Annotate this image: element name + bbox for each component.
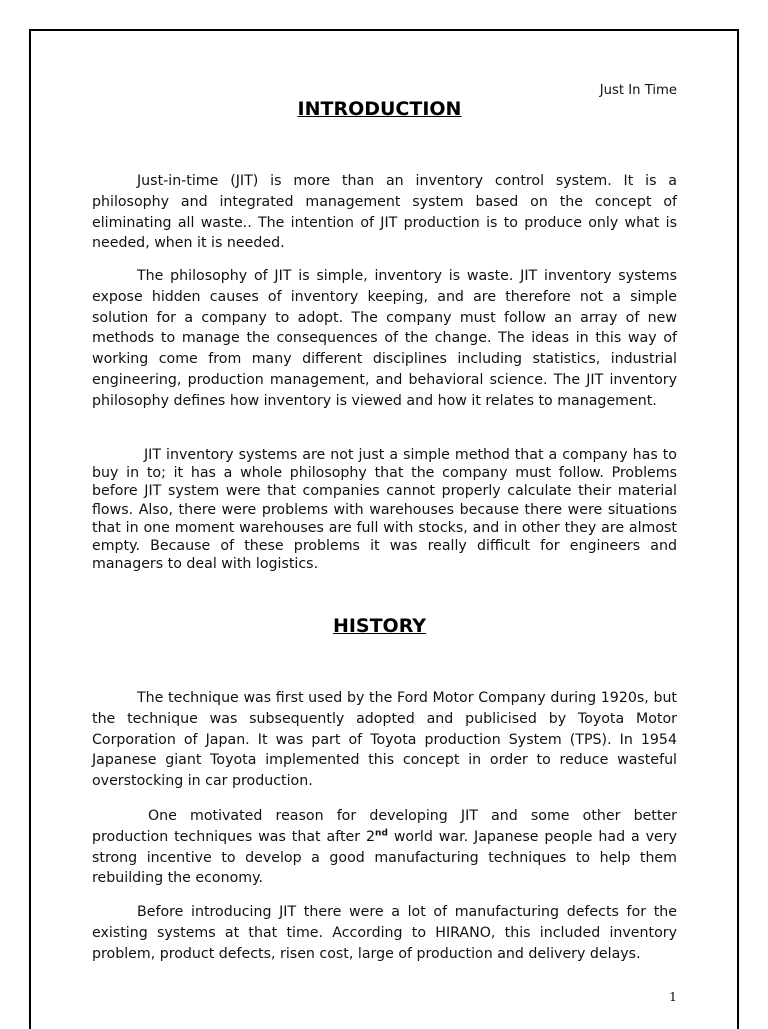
- history-paragraph-2-end: world war. Japanese people had a very strong incentive to develop a good manufacturing techniques to help them rebuilding the economy.: [92, 828, 677, 887]
- history-paragraph-3: Before introducing JIT there were a lot of manufacturing defects for the existing systems at that time. According to HIRANO, this included inventory problem, product defects, risen cost, large of production and delivery delays.: [92, 904, 677, 962]
- history-paragraph-1: The technique was first used by the Ford Motor Company during 1920s, but the technique was subsequently adopted and publicised by Toyota Motor Corporation of Japan. It was part of Toyota production System (TPS). In 1954 Japanese giant Toyota implemented this concept in order to reduce wasteful overstocking in car production.: [92, 690, 677, 790]
- page-number: 1: [669, 989, 677, 1004]
- history-paragraph-2-start: One motivated reason for developing JIT and some other better production techniques was that after 2: [92, 808, 677, 845]
- intro-paragraph-3: JIT inventory systems are not just a simple method that a company has to buy in to; it has a whole philosophy that the company must follow. Problems before JIT system were that companies cannot properly calculate their material flows. Also, there were problems with warehouses because there were situations that in one moment warehouses are full with stocks, and in other they are almost empty. Because of these problems it was really difficult for engineers and managers to deal with logistics.: [92, 447, 677, 573]
- history-heading: HISTORY: [332, 615, 427, 637]
- history-paragraph-2: [92, 806, 677, 889]
- ordinal-superscript: nd: [375, 828, 388, 839]
- intro-paragraph-1: Just-in-time (JIT) is more than an inventory control system. It is a philosophy and integrated management system based on the concept of eliminating all waste.. The intention of JIT production is to produce only what is needed, when it is needed.: [92, 173, 677, 252]
- intro-paragraph-2: The philosophy of JIT is simple, inventory is waste. JIT inventory systems expose hidden causes of inventory keeping, and are therefore not a simple solution for a company to adopt. The company must follow an array of new methods to manage the consequences of the change. The ideas in this way of working come from many different disciplines including statistics, industrial engineering, production management, and behavioral science. The JIT inventory philosophy defines how inventory is viewed and how it relates to management.: [92, 268, 677, 409]
- introduction-heading: INTRODUCTION: [297, 98, 462, 120]
- running-header: Just In Time: [599, 83, 677, 98]
